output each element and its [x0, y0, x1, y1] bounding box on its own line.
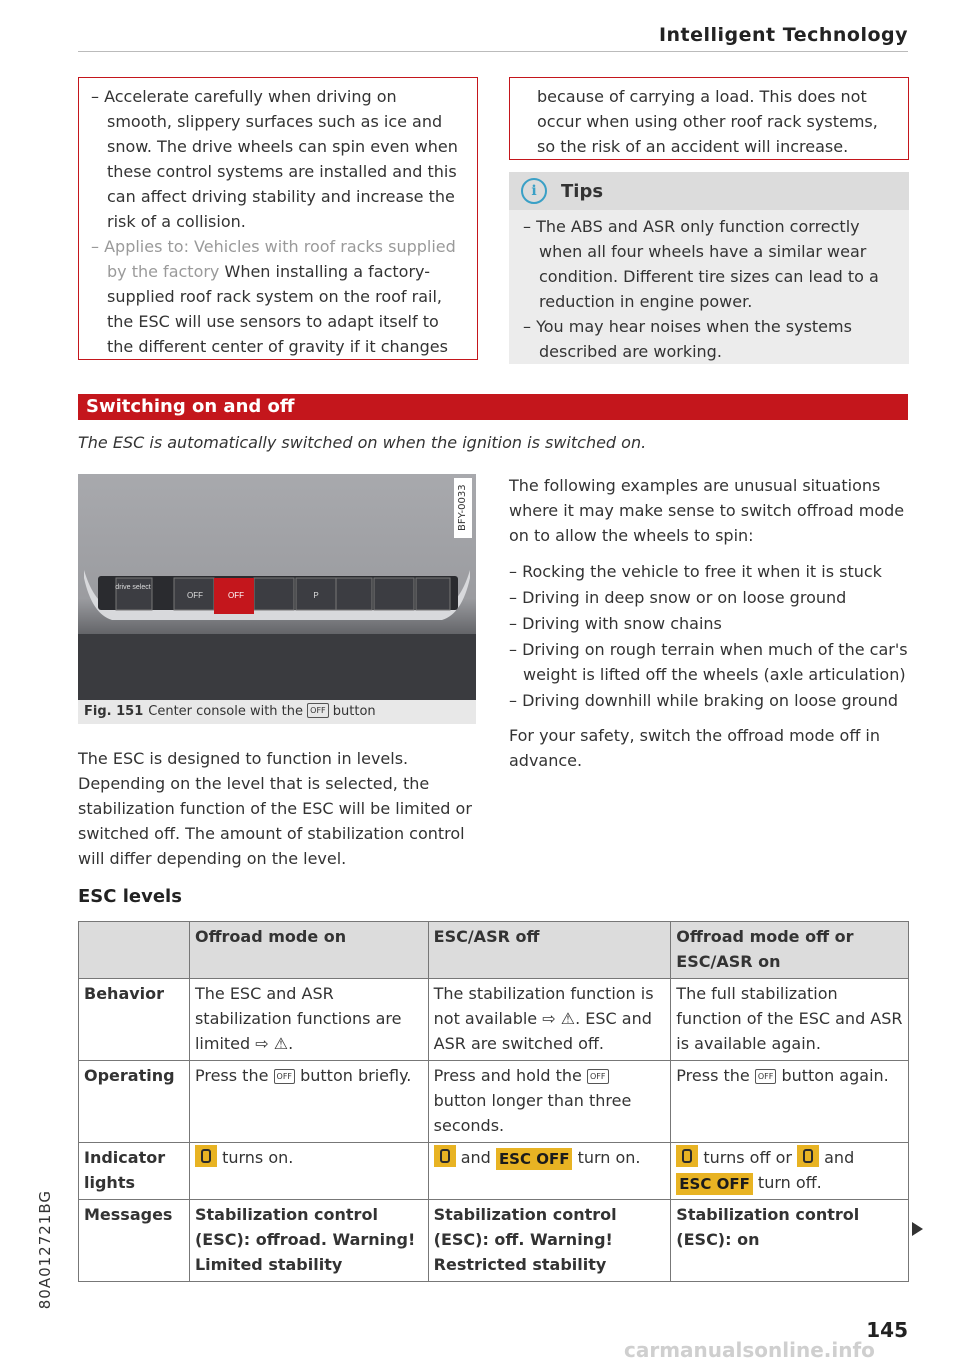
figure-code: BFY-0033 — [454, 478, 472, 538]
warning-item-accelerate: – Accelerate carefully when driving on smooth, slippery surfaces such as ice and snow. The drive wheels can spin even when these control systems are installed and this can affect driving stability and increase the risk of a collision. — [91, 87, 458, 231]
indicator-text: turns off or — [703, 1148, 792, 1167]
behavior-offroad-on: The ESC and ASR stabilization functions are limited ⇨ ⚠. — [189, 979, 428, 1061]
row-header-indicator: Indicator lights — [79, 1143, 190, 1200]
console-lower-panel — [78, 634, 476, 700]
safety-note: For your safety, switch the offroad mode off in advance. — [509, 726, 881, 770]
caption-text-before: Center console with the — [148, 704, 303, 719]
tips-title: Tips — [561, 180, 604, 202]
esc-warning-light-icon — [434, 1145, 456, 1167]
tips-header — [509, 172, 909, 210]
operating-text: Press the — [676, 1066, 750, 1085]
list-item: – Driving with snow chains — [509, 614, 722, 633]
esc-off-light-icon: ESC OFF — [676, 1173, 753, 1195]
operating-text: button briefly. — [300, 1066, 412, 1085]
message-offroad-on: Stabilization control (ESC): offroad. Warning! Limited stability — [189, 1200, 428, 1282]
right-column — [509, 473, 909, 773]
warning-box-left — [78, 77, 478, 360]
examples-intro: The following examples are unusual situations where it may make sense to switch offroad mode on to allow the wheels to spin: — [509, 476, 905, 545]
operating-text: button longer than three seconds. — [433, 1091, 632, 1135]
console-btn-1 — [116, 578, 152, 610]
indicator-text: turn off. — [757, 1173, 822, 1192]
indicator-offroad-off — [671, 1143, 909, 1200]
section-title: Switching on and off — [78, 394, 908, 420]
row-header-messages: Messages — [79, 1200, 190, 1282]
table-row — [79, 1143, 909, 1200]
operating-esc-asr-off — [428, 1061, 671, 1143]
page-number: 145 — [866, 1318, 908, 1342]
header-rule — [78, 51, 908, 52]
row-header-operating: Operating — [79, 1061, 190, 1143]
document-code: 80A012721BG — [36, 1190, 54, 1310]
tips-body — [509, 210, 909, 368]
esc-warning-light-icon — [797, 1145, 819, 1167]
fig-btn-esc-off: OFF — [228, 591, 244, 600]
esc-warning-light-icon — [676, 1145, 698, 1167]
watermark: carmanualsonline.info — [624, 1338, 875, 1362]
console-btn-4 — [254, 578, 294, 610]
fig-btn-hill-descent-off: OFF — [187, 591, 203, 600]
message-esc-asr-off: Stabilization control (ESC): off. Warning! Restricted stability — [428, 1200, 671, 1282]
continue-arrow-icon — [912, 1222, 923, 1236]
operating-offroad-on — [189, 1061, 428, 1143]
behavior-offroad-off: The full stabilization function of the ESC and ASR is available again. — [671, 979, 909, 1061]
console-btn-6 — [336, 578, 372, 610]
col-header-offroad-off: Offroad mode off or ESC/ASR on — [671, 922, 909, 979]
console-btn-7 — [374, 578, 414, 610]
table-header-row — [79, 922, 909, 979]
examples-list — [509, 559, 909, 713]
console-btn-8 — [416, 578, 450, 610]
applies-to-label: – Applies to: Vehicles with roof racks supplied by the factory — [91, 237, 456, 281]
operating-text: Press the — [194, 1066, 269, 1085]
esc-levels-heading: ESC levels — [78, 886, 182, 907]
levels-paragraph: The ESC is designed to function in levels. Depending on the level that is selected, the stabilization function of the ESC will be limited or switched off. The amount of stabilization control will differ depending on the level. — [78, 749, 472, 868]
esc-off-key-icon: OFF — [307, 703, 329, 718]
figure-label: Fig. 151 — [84, 704, 144, 719]
message-offroad-off: Stabilization control (ESC): on — [671, 1200, 909, 1282]
fig-btn-drive-select: drive select — [115, 584, 151, 591]
col-header-esc-asr-off: ESC/ASR off — [428, 922, 671, 979]
operating-offroad-off — [671, 1061, 909, 1143]
center-console-illustration — [78, 474, 476, 700]
section-intro: The ESC is automatically switched on when the ignition is switched on. — [78, 433, 647, 452]
indicator-offroad-on — [189, 1143, 428, 1200]
warning-item-roof-rack — [91, 234, 463, 359]
list-item: – Driving downhill while braking on loose ground — [509, 691, 899, 710]
row-header-behavior: Behavior — [79, 979, 190, 1061]
list-item: – Rocking the vehicle to free it when it is stuck — [509, 562, 882, 581]
indicator-text: turns on. — [222, 1148, 294, 1167]
esc-levels-table — [78, 921, 909, 1282]
indicator-text: turn on. — [577, 1148, 641, 1167]
list-item: – Driving in deep snow or on loose ground — [509, 588, 847, 607]
tips-box — [509, 172, 909, 364]
esc-off-key-icon: OFF — [755, 1069, 777, 1084]
warning-box-right — [509, 77, 909, 160]
operating-text: button again. — [781, 1066, 889, 1085]
operating-text: Press and hold the — [433, 1066, 582, 1085]
tips-item-noises: – You may hear noises when the systems described are working. — [523, 317, 852, 361]
table-row — [79, 979, 909, 1061]
esc-off-key-icon: OFF — [274, 1069, 296, 1084]
figure-caption — [78, 700, 476, 724]
table-row — [79, 1200, 909, 1282]
esc-off-key-icon: OFF — [587, 1069, 609, 1084]
esc-off-light-icon: ESC OFF — [496, 1148, 573, 1170]
behavior-esc-asr-off: The stabilization function is not available ⇨ ⚠. ESC and ASR are switched off. — [428, 979, 671, 1061]
col-header-offroad-on: Offroad mode on — [189, 922, 428, 979]
running-header: Intelligent Technology — [658, 24, 908, 46]
center-console-figure — [78, 474, 476, 700]
esc-warning-light-icon — [195, 1145, 217, 1167]
table-row — [79, 1061, 909, 1143]
col-header-empty — [79, 922, 190, 979]
warning-continued-text: because of carrying a load. This does not occur when using other roof rack systems, so the risk of an accident will increase. — [537, 87, 878, 156]
indicator-text: and — [460, 1148, 491, 1167]
list-item: – Driving on rough terrain when much of the car's weight is lifted off the wheels (axle articulation) — [509, 640, 908, 684]
roof-rack-text: When installing a factory-supplied roof rack system on the roof rail, the ESC will use sensors to adapt itself to the different center of gravity if it changes — [107, 262, 448, 356]
indicator-esc-asr-off — [428, 1143, 671, 1200]
tips-item-abs: – The ABS and ASR only function correctly when all four wheels have a similar wear condition. Different tire sizes can lead to a reduction in engine power. — [523, 217, 879, 311]
caption-text-after: button — [332, 704, 376, 719]
fig-btn-parking: P — [313, 591, 319, 600]
info-icon: i — [521, 178, 547, 204]
indicator-text: and — [824, 1148, 855, 1167]
